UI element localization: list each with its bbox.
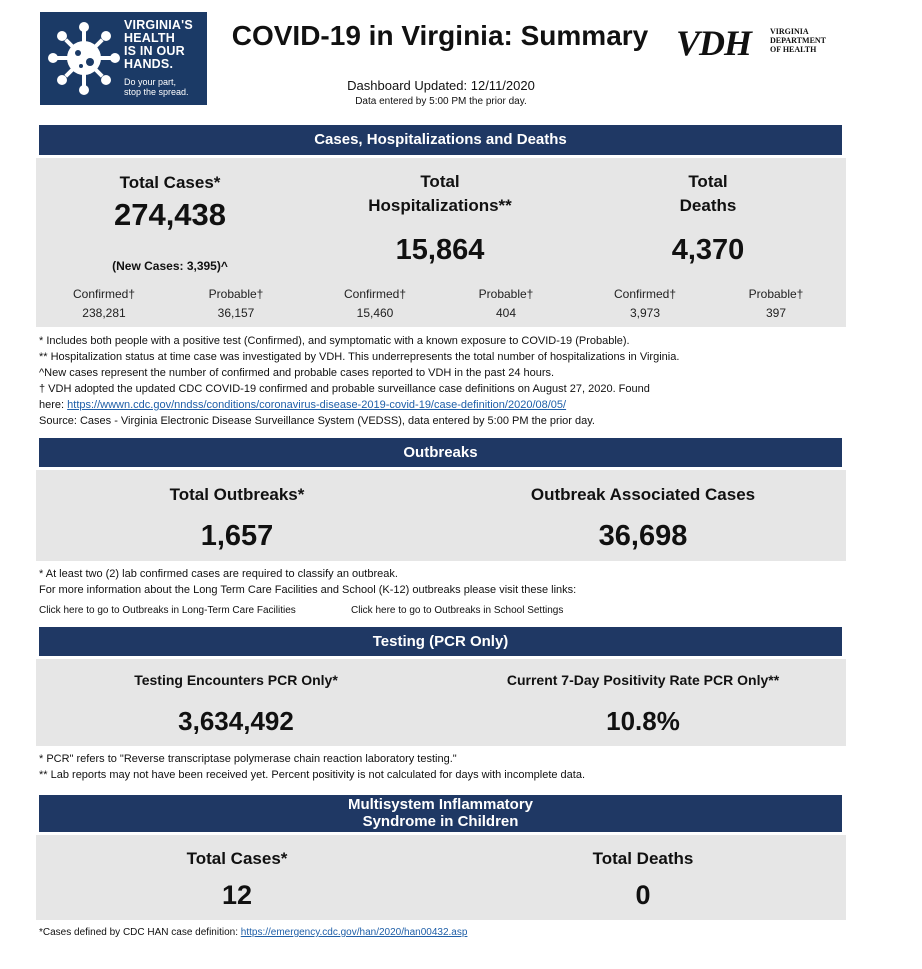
logo-line: HANDS. [124,57,174,71]
logo-subtext [124,77,206,97]
ltc-outbreaks-link[interactable]: Click here to go to Outbreaks in Long-Term Care Facilities [39,605,296,616]
misc-total-cases-value: 12 [221,880,253,910]
hosp-probable-label: Probable† [478,287,534,301]
section-bar-misc [39,795,842,832]
vdh-name [770,27,826,54]
testing-footnotes [39,751,859,783]
footnote [39,397,859,413]
school-outbreaks-link[interactable]: Click here to go to Outbreaks in School Settings [351,605,564,616]
deaths-probable-label: Probable† [748,287,804,301]
misc-footnote [39,927,467,938]
data-entered-note: Data entered by 5:00 PM the prior day. [355,96,527,107]
cases-probable-value: 36,157 [217,306,255,320]
total-cases-value: 274,438 [113,197,227,232]
virginia-health-logo [40,12,207,105]
footnote: Source: Cases - Virginia Electronic Disease Surveillance System (VEDSS), data entered by 5:00 PM the prior day. [39,415,595,427]
cdc-han-link[interactable]: https://emergency.cdc.gov/han/2020/han00432.asp [240,927,468,938]
total-outbreaks-value: 1,657 [200,520,274,552]
positivity-rate-label: Current 7-Day Positivity Rate PCR Only** [506,672,780,688]
page-title: COVID-19 in Virginia: Summary [231,20,649,51]
misc-total-deaths-value: 0 [635,880,651,910]
hosp-probable-value: 404 [495,306,517,320]
section-bar-misc-line2: Syndrome in Children [362,813,519,830]
cdc-case-definition-link[interactable]: https://wwwn.cdc.gov/nndss/conditions/coronavirus-disease-2019-covid-19/case-definition/2020/08/05/ [67,399,567,411]
misc-footnote-prefix: *Cases defined by CDC HAN case definition: [39,927,241,938]
total-cases-label: Total Cases* [119,173,221,192]
cases-confirmed-label: Confirmed† [72,287,136,301]
positivity-rate-value: 10.8% [606,706,680,736]
deaths-confirmed-label: Confirmed† [613,287,677,301]
outbreak-footnotes [39,566,859,598]
footnote: † VDH adopted the updated CDC COVID-19 confirmed and probable surveillance case definitions on August 27, 2020. Found [39,383,650,395]
misc-total-deaths-label: Total Deaths [592,849,694,868]
logo-line: HEALTH [124,31,175,45]
footnote: ^New cases represent the number of confirmed and probable cases reported to VDH in the past 24 hours. [39,367,555,379]
vdh-name-line: VIRGINIA [770,27,809,36]
testing-encounters-label: Testing Encounters PCR Only* [134,672,338,688]
dashboard-updated: Dashboard Updated: 12/11/2020 [347,78,535,93]
virus-icon [44,18,126,100]
outbreak-cases-value: 36,698 [598,520,688,552]
deaths-confirmed-value: 3,973 [629,306,661,320]
footnote: For more information about the Long Term Care Facilities and School (K-12) outbreaks please visit these links: [39,584,577,596]
hospitalizations-label-line1: Total [420,172,460,191]
outbreak-cases-label: Outbreak Associated Cases [530,485,756,504]
hosp-confirmed-value: 15,460 [356,306,394,320]
logo-tagline [124,19,206,71]
deaths-label-line2: Deaths [679,196,737,215]
logo-line: IS IN OUR [124,44,185,58]
footnote: ** Hospitalization status at time case was investigated by VDH. This underrepresents the total number of hospitalizations in Virginia. [39,351,680,363]
footnote: ** Lab reports may not have been received yet. Percent positivity is not calculated for days with incomplete data. [39,769,586,781]
section-bar-cases: Cases, Hospitalizations and Deaths [39,125,842,155]
new-cases: (New Cases: 3,395)^ [112,259,228,273]
footnote-prefix: here: [39,399,68,411]
section-bar-testing: Testing (PCR Only) [39,627,842,656]
hospitalizations-value: 15,864 [395,234,485,266]
deaths-value: 4,370 [671,234,745,266]
logo-sub-line: Do your part, [124,77,177,87]
footnote: * PCR" refers to "Reverse transcriptase polymerase chain reaction laboratory testing." [39,753,457,765]
footnote: * At least two (2) lab confirmed cases are required to classify an outbreak. [39,568,398,580]
deaths-label-line1: Total [688,172,728,191]
vdh-logo [676,22,836,62]
section-bar-outbreaks: Outbreaks [39,438,842,467]
cases-footnotes [39,333,859,429]
cases-probable-label: Probable† [208,287,264,301]
vdh-letters: VDH [676,23,752,63]
logo-line: VIRGINIA'S [124,18,193,32]
vdh-name-line: DEPARTMENT [770,36,827,45]
section-bar-misc-line1: Multisystem Inflammatory [347,796,534,813]
deaths-probable-value: 397 [765,306,787,320]
logo-sub-line: stop the spread. [124,87,189,97]
cases-confirmed-value: 238,281 [82,306,126,320]
testing-encounters-value: 3,634,492 [178,706,294,736]
total-outbreaks-label: Total Outbreaks* [169,485,305,504]
hospitalizations-label-line2: Hospitalizations** [368,196,512,215]
vdh-name-line: OF HEALTH [770,45,817,54]
hosp-confirmed-label: Confirmed† [343,287,407,301]
misc-total-cases-label: Total Cases* [186,849,288,868]
footnote: * Includes both people with a positive test (Confirmed), and symptomatic with a known exposure to COVID-19 (Probable). [39,335,630,347]
